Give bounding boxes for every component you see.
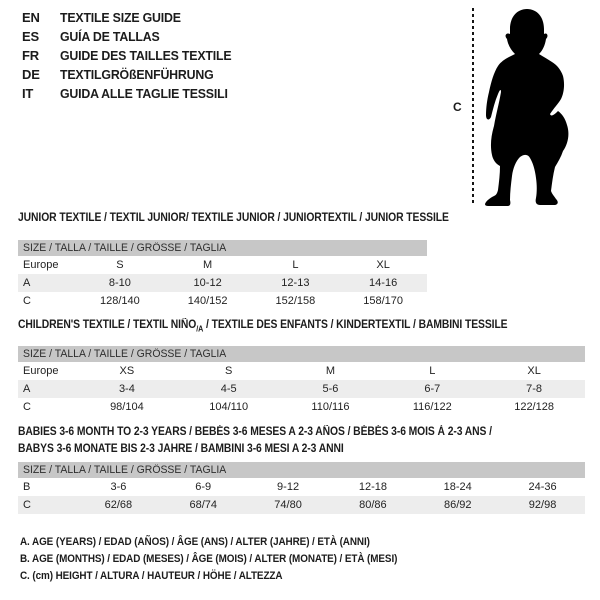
junior-size-table (18, 240, 427, 310)
language-label: GUÍA DE TALLAS (60, 29, 160, 44)
row-label: B (23, 481, 31, 493)
language-code: DE (22, 67, 40, 82)
size-cell: 18-24 (443, 481, 472, 493)
table-row (18, 398, 585, 416)
footnote-a (20, 536, 439, 553)
size-cell: 80/86 (359, 499, 387, 511)
size-header-band (18, 346, 585, 362)
size-cell: 3-6 (110, 481, 127, 493)
size-cell: 86/92 (443, 499, 472, 511)
row-label: Europe (23, 365, 59, 377)
size-cell: 128/140 (99, 295, 140, 307)
size-header-label: SIZE / TALLA / TAILLE / GRÖSSE / TAGLIA (23, 348, 227, 360)
size-cell: S (116, 259, 124, 271)
size-cell: 140/152 (187, 295, 228, 307)
table-row (18, 292, 427, 310)
language-row (22, 84, 240, 103)
language-header (22, 8, 240, 103)
table-row (18, 274, 427, 292)
junior-table-title (18, 212, 497, 224)
table-row (18, 256, 427, 274)
babies-table-title-text2: BABYS 3-6 MONATE BIS 2-3 JAHRE / BAMBINI 3-6 MESI A 2-3 ANNI (18, 443, 344, 455)
size-cell: 98/104 (110, 401, 144, 413)
size-cell: 14-16 (369, 277, 398, 289)
row-label: Europe (23, 259, 59, 271)
row-label: C (23, 401, 31, 413)
size-cell: 24-36 (528, 481, 557, 493)
size-cell: 158/170 (363, 295, 403, 307)
row-label: C (23, 499, 31, 511)
language-row (22, 46, 240, 65)
footnote-b-text: B. AGE (MONTHS) / EDAD (MESES) / ÂGE (MOIS) / ALTER (MONATE) / ETÀ (MESI) (20, 553, 398, 565)
footnote-a-text: A. AGE (YEARS) / EDAD (AÑOS) / ÂGE (ANS) / ALTER (JAHRE) / ETÀ (ANNI) (20, 536, 370, 548)
children-table-title-text: CHILDREN'S TEXTILE / TEXTIL $NIÑO_{/A}$ / TEXTILE DES ENFANTS / KINDERTEXTIL / BAMBINI TESSILE (18, 319, 508, 334)
language-label: TEXTILGRÖßENFÜHRUNG (60, 67, 214, 82)
size-header-band (18, 240, 427, 256)
size-cell: 9-12 (277, 481, 300, 493)
language-code: FR (22, 48, 39, 63)
legend-footnotes (20, 536, 439, 587)
size-cell: 8-10 (108, 277, 131, 289)
language-label: GUIDA ALLE TAGLIE TESSILI (60, 86, 228, 101)
size-cell: 152/158 (275, 295, 316, 307)
language-row (22, 65, 240, 84)
children-table-title (18, 319, 562, 333)
language-row (22, 8, 240, 27)
size-cell: 6-7 (424, 383, 441, 395)
size-cell: 4-5 (220, 383, 237, 395)
language-code: EN (22, 10, 40, 25)
size-cell: 12-18 (358, 481, 387, 493)
junior-table-title-text: JUNIOR TEXTILE / TEXTIL JUNIOR/ TEXTILE JUNIOR / JUNIORTEXTIL / JUNIOR TESSILE (18, 212, 449, 224)
size-header-label: SIZE / TALLA / TAILLE / GRÖSSE / TAGLIA (23, 242, 227, 254)
size-cell: L (292, 259, 299, 271)
size-cell: 116/122 (412, 401, 452, 413)
table-row (18, 362, 585, 380)
size-cell: M (325, 365, 336, 377)
babies-table-title-line1 (18, 426, 545, 438)
size-cell: M (203, 259, 213, 271)
table-row (18, 496, 585, 514)
footnote-c-text: C. (cm) HEIGHT / ALTURA / HAUTEUR / HÖHE / ALTEZZA (20, 570, 283, 582)
table-row (18, 478, 585, 496)
footnote-c (20, 570, 439, 587)
row-label: A (23, 277, 31, 289)
size-cell: XS (119, 365, 135, 377)
children-size-table (18, 346, 585, 416)
toddler-silhouette-icon (484, 8, 572, 206)
size-cell: 110/116 (311, 401, 350, 413)
babies-size-table (18, 462, 585, 514)
language-row (22, 27, 240, 46)
size-cell: 104/110 (209, 401, 249, 413)
row-label: C (23, 295, 31, 307)
size-cell: XL (527, 365, 541, 377)
language-label: TEXTILE SIZE GUIDE (60, 10, 181, 25)
size-cell: 68/74 (189, 499, 217, 511)
size-cell: 122/128 (514, 401, 554, 413)
size-cell: 10-12 (193, 277, 222, 289)
babies-table-title-text1: BABIES 3-6 MONTH TO 2-3 YEARS / BEBÉS 3-6 MESES A 2-3 AÑOS / BÉBÉS 3-6 MOIS À 2-3 ANS / (18, 426, 492, 438)
language-code: IT (22, 86, 34, 101)
height-measure-dashed-line (472, 8, 474, 205)
language-code: ES (22, 29, 39, 44)
height-label-c: C (453, 100, 462, 114)
table-row (18, 380, 585, 398)
footnote-b (20, 553, 439, 570)
size-header-band (18, 462, 585, 478)
size-cell: 74/80 (274, 499, 302, 511)
size-cell: 6-9 (195, 481, 212, 493)
title-subscript: /A (196, 324, 204, 334)
size-cell: 7-8 (526, 383, 543, 395)
size-cell: XL (376, 259, 390, 271)
size-cell: 92/98 (528, 499, 557, 511)
language-label: GUIDE DES TAILLES TEXTILE (60, 48, 232, 63)
size-cell: S (225, 365, 233, 377)
size-cell: 12-13 (281, 277, 310, 289)
size-cell: 3-4 (118, 383, 135, 395)
babies-table-title-line2 (18, 443, 380, 455)
size-header-label: SIZE / TALLA / TAILLE / GRÖSSE / TAGLIA (23, 464, 227, 476)
size-cell: 62/68 (104, 499, 133, 511)
size-cell: 5-6 (322, 383, 339, 395)
size-cell: L (429, 365, 436, 377)
row-label: A (23, 383, 31, 395)
